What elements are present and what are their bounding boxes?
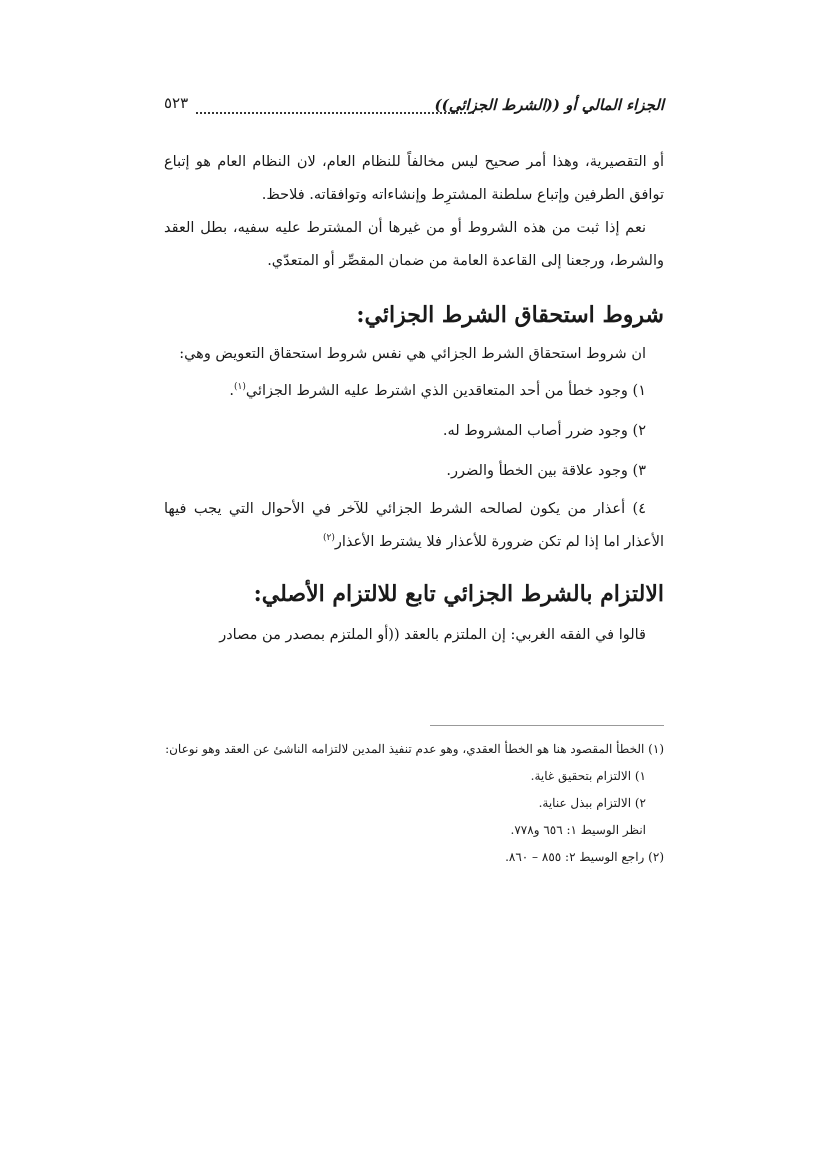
paragraph: قالوا في الفقه الغربي: إن الملتزم بالعقد ((أو الملتزم بمصدر من مصادر (219, 627, 646, 643)
page-number: ٥٢٣ (164, 94, 189, 112)
header-title: الجزاء المالي أو ((الشرط الجزائي)) (434, 96, 664, 114)
footnote-line: ١) الالتزام بتحقيق غاية. (530, 769, 646, 783)
list-item-text: ١) وجود خطأ من أحد المتعاقدين الذي اشترط عليه الشرط الجزائي (245, 383, 646, 399)
footnote-line: ٢) الالتزام ببذل عناية. (538, 796, 646, 810)
list-item: ٣) وجود علاقة بين الخطأ والضرر. (446, 463, 646, 479)
footnote-line: انظر الوسيط ١: ٦٥٦ و٧٧٨. (510, 823, 646, 837)
list-item-text: ٤) أعذار من يكون لصالحه الشرط الجزائي للآخر في الأحوال التي يجب فيها الأعذار اما إذا لم تكن ضرورة للأعذار فلا يشترط الأعذار (164, 501, 664, 550)
list-item (164, 493, 664, 559)
footnote: (١) الخطأ المقصود هنا هو الخطأ العقدي، وهو عدم تنفيذ المدين لالتزامه الناشئ عن العقد وهو نوعان: (165, 742, 664, 756)
section-heading: الالتزام بالشرط الجزائي تابع للالتزام الأصلي: (253, 581, 664, 607)
list-item: ٢) وجود ضرر أصاب المشروط له. (442, 423, 646, 439)
paragraph: نعم إذا ثبت من هذه الشروط أو من غيرها أن المشترط عليه سفيه، بطل العقد والشرط، ورجعنا إلى القاعدة العامة من ضمان المقصِّر أو المتعدّي. (164, 220, 664, 269)
footnotes (164, 736, 664, 871)
paragraph: أو التقصيرية، وهذا أمر صحيح ليس مخالفاً للنظام العام، لان النظام العام هو إتباع توافق الطرفين وإتباع سلطنة المشترِط وإنشاءاته وتوافقاته. فلاحظ. (164, 154, 664, 203)
running-header (164, 92, 664, 122)
footnote-ref: (٢) (322, 533, 335, 544)
list-item-end: . (229, 383, 235, 399)
footnote-ref: (١) (234, 382, 246, 393)
paragraph: ان شروط استحقاق الشرط الجزائي هي نفس شروط استحقاق التعويض وهي: (179, 346, 646, 362)
header-dot-leader (196, 112, 474, 114)
body-text (164, 146, 664, 652)
footnote: (٢) راجع الوسيط ٢: ٨٥٥ – ٨٦٠. (505, 850, 664, 864)
section-heading: شروط استحقاق الشرط الجزائي: (356, 302, 664, 328)
list-item (164, 371, 664, 411)
footnote-separator (430, 725, 664, 726)
